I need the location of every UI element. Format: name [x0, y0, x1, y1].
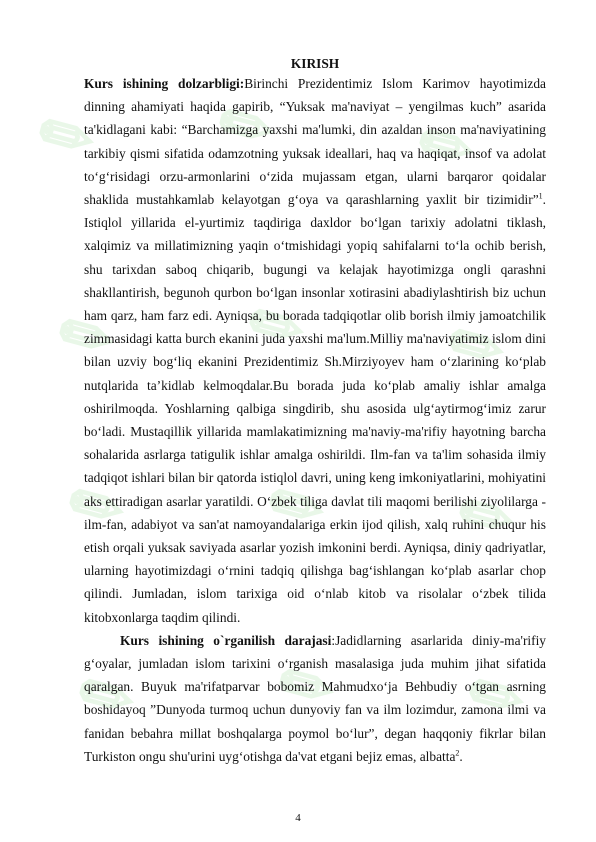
paragraph-text: . [459, 748, 463, 764]
watermark-mark: ✎ [235, 282, 318, 372]
footnote-marker[interactable]: 1 [538, 191, 543, 201]
paragraph-study-level [84, 629, 546, 768]
watermark-mark: ✎ [455, 652, 538, 742]
watermark-mark: ✎ [45, 292, 128, 382]
footnote-marker[interactable]: 2 [455, 748, 460, 758]
paragraph-text: :Jadidlarning asarlarida diniy-ma'rifiy g‘oyalar, jumladan islom tarixini o‘rganish masalasiga juda muhim jihat sifatida qaralgan. Buyuk ma'rifatparvar bobomiz Mahmudxo‘ja Behbudiy o‘tgan asrning boshidayoq ”Dunyoda turmoq uchun dunyoviy fan va ilm lozimdur, zamona ilmi va fanidan bebahra millat boshqalarga poymol bo‘lur”, degan haqqoniy fikrlar bilan Turkiston ongu shu'urini uyg‘otishga da'vat etgani bejiz emas, albatta [84, 632, 546, 764]
watermark-mark: ✎ [25, 92, 108, 182]
watermark-mark: ✎ [65, 652, 148, 742]
paragraph-label: Kurs ishining o`rganilish darajasi [120, 632, 332, 648]
page-title: KIRISH [290, 56, 340, 71]
watermark-mark: ✎ [205, 82, 288, 172]
watermark-mark: ✎ [445, 472, 528, 562]
paragraph-relevance [84, 72, 546, 629]
paragraph-label: Kurs ishining dolzarbligi: [84, 76, 245, 91]
watermark-mark: ✎ [55, 462, 138, 552]
watermark-mark: ✎ [265, 642, 348, 732]
watermark-mark: ✎ [405, 102, 488, 192]
page-number: 4 [295, 812, 301, 824]
paragraph-text: Birinchi Prezidentimiz Islom Karimov hayotimizda dinning ahamiyati haqida gapirib, “Yuksak ma'naviyat – yengilmas kuch” asarida ta'kidlagani kabi: “Barchamizga yaxshi ma'lumki, din azaldan inson ma'naviyatining tarkibiy qismi sifatida odamzotning yuksak ideallari, haq va haqiqat, insof va adolat to‘g‘risidagi orzu-armonlarini o‘zida mujassam etgan, ularni barqaror qoidalar shaklida mustahkamlab kelayotgan g‘oya va qarashlarning yaxlit bir tizimidir” [84, 76, 546, 208]
document-page [84, 56, 546, 768]
watermark-mark: ✎ [435, 302, 518, 392]
paragraph-text: . Istiqlol yillarida el-yurtimiz taqdiriga daxldor bo‘lgan tarixiy adolatni tiklash, xalqimiz va millatimizning yaqin o‘tmishidagi yopiq sahifalarni to‘la ochib berish, shu tarixdan saboq chiqarib, bugungi va kelajak hayotimizga ongli qarashni shakllantirish, begunoh qurbon bo‘lgan insonlar xotirasini abadiylashtirish biz uchun ham qarz, ham farz edi. Ayniqsa, bu borada tadqiqotlar olib borish ilmiy jamoatchilik zimmasidagi katta burch ekanini juda yaxshi ma'lum.Milliy ma'naviyatimiz islom dini bilan uzviy bog‘liq ekanini Prezidentimiz Sh.Mirziyoyev ham o‘zlarining ko‘plab nutqlarida ta’kidlab kelmoqdalar.Bu borada juda ko‘plab amaliy ishlar amalga oshirilmoqda. Yoshlarning qalbiga singdirib, shu asosida ulg‘aytirmog‘imiz zarur bo‘ladi. Mustaqillik yillarida mamlakatimizning ma'naviy-ma'rifiy hayotning barcha sohalarida asrlarga tatigulik ishlar amalga oshirildi. Ilm-fan va ta'lim sohasida ilmiy tadqiqot ishlari bilan bir qatorda istiqlol davri, uning keng imkoniyatlarini, mohiyatini aks ettiradigan asarlar yaratildi. O‘zbek tiliga davlat tili maqomi berilishi ziyolilarga - ilm-fan, adabiyot va san'at namoyandalariga erkin ijod qilish, xalq ruhini chuqur his etish orqali yuksak saviyada asarlar yozish imkonini berdi. Ayniqsa, diniy qadriyatlar, ularning hayotimizdagi o‘rnini tadqiq qilishga bag‘ishlangan ko‘plab asarlar chop qilindi. Jumladan, islom tarixiga oid o‘nlab kitob va risolalar o‘zbek tilida kitobxonlarga taqdim qilindi. [84, 192, 546, 625]
watermark-mark: ✎ [255, 462, 338, 552]
